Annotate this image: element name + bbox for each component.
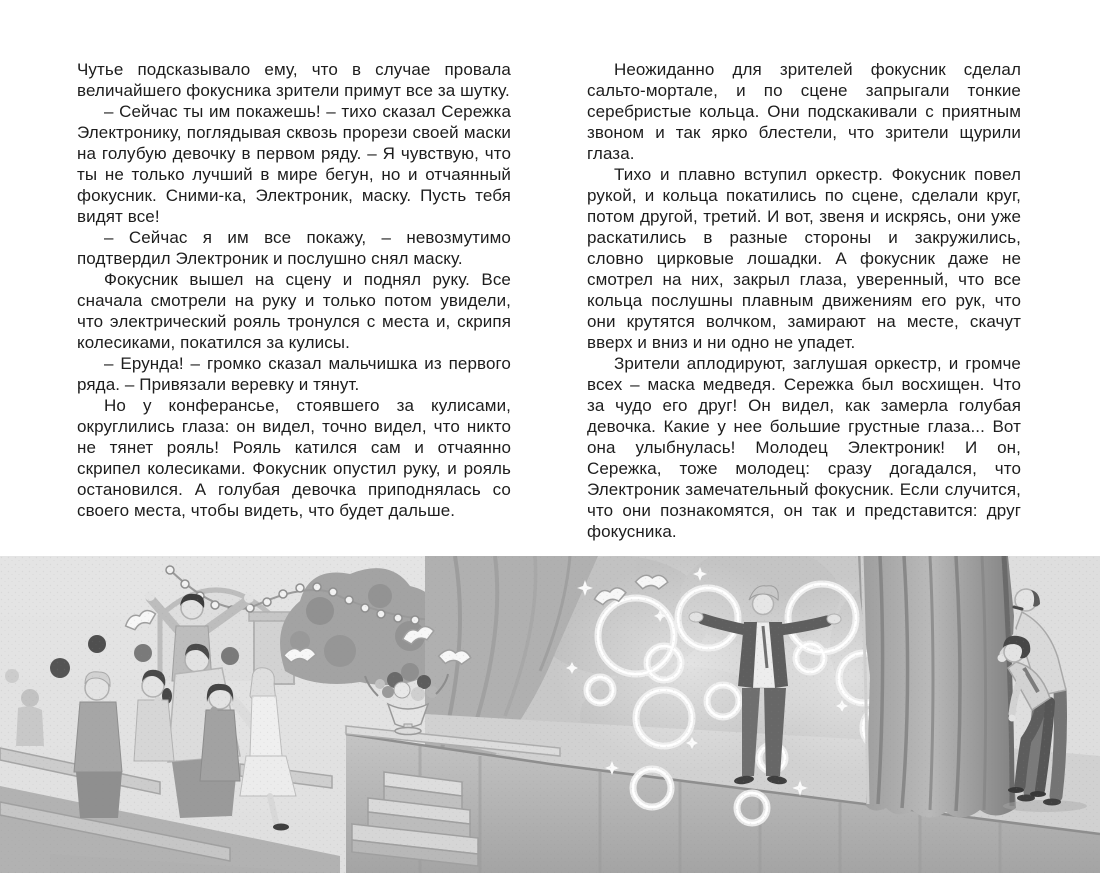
paragraph: Но у конферансье, стоявшего за кулисами, округлились глаза: он видел, точно видел, что никто не тянет рояль! Рояль катился сам и отчаянно скрипел колесиками. Фокусник опустил руку, и рояль остановился. А голубая девочка приподнялась со своего места, чтобы видеть, что будет дальше. bbox=[77, 396, 511, 520]
paragraph: – Сейчас я им все покажу, – невозмутимо подтвердил Электроник и послушно снял маску. bbox=[77, 228, 511, 268]
paragraph: – Ерунда! – громко сказал мальчишка из первого ряда. – Привязали веревку и тянут. bbox=[77, 354, 511, 394]
grain-texture bbox=[0, 556, 1100, 873]
paragraph: Неожиданно для зрителей фокусник сделал сальто-мортале, и по сцене запрыгали тонкие серебристые кольца. Они подскакивали с приятным звоном и так ярко блестели, что зрители щурили глаза. bbox=[587, 60, 1021, 163]
illustration-svg bbox=[0, 556, 1100, 873]
story-illustration bbox=[0, 556, 1100, 873]
paragraph: Чутье подсказывало ему, что в случае провала величайшего фокусника зрители примут все за шутку. bbox=[77, 60, 511, 100]
paragraph: Фокусник вышел на сцену и поднял руку. Все сначала смотрели на руку и только потом увидели, что электрический рояль тронулся с места и, скрипя колесиками, покатился за кулисы. bbox=[77, 270, 511, 352]
paragraph: Тихо и плавно вступил оркестр. Фокусник повел рукой, и кольца покатились по сцене, сделали круг, потом другой, третий. И вот, звеня и искрясь, они уже раскатились в разные стороны и закружились, словно цирковые лошадки. А фокусник даже не смотрел на них, закрыл глаза, уверенный, что все кольца послушны плавным движениям его рук, что они крутятся волчком, замирают на месте, скачут вверх и вниз и ни одно не упадет. bbox=[587, 165, 1021, 352]
paragraph: Зрители аплодируют, заглушая оркестр, и громче всех – маска медведя. Сережка был восхищен. Что за чудо его друг! Он видел, как замерла голубая девочка. Какие у нее большие грустные глаза... Вот она улыбнулась! Молодец Электроник! И он, Сережка, тоже молодец: сразу догадался, что Электроник замечательный фокусник. Если случится, что они познакомятся, он так и представится: друг фокусника. bbox=[587, 354, 1021, 541]
paragraph: – Сейчас ты им покажешь! – тихо сказал Сережка Электронику, поглядывая сквозь прорези своей маски на голубую девочку в первом ряду. – Я чувствую, что ты не только лучший в мире бегун, но и отчаянный фокусник. Сними-ка, Электроник, маску. Пусть тебя видят все! bbox=[77, 102, 511, 226]
right-text-column bbox=[587, 59, 1021, 542]
left-text-column bbox=[77, 59, 511, 521]
